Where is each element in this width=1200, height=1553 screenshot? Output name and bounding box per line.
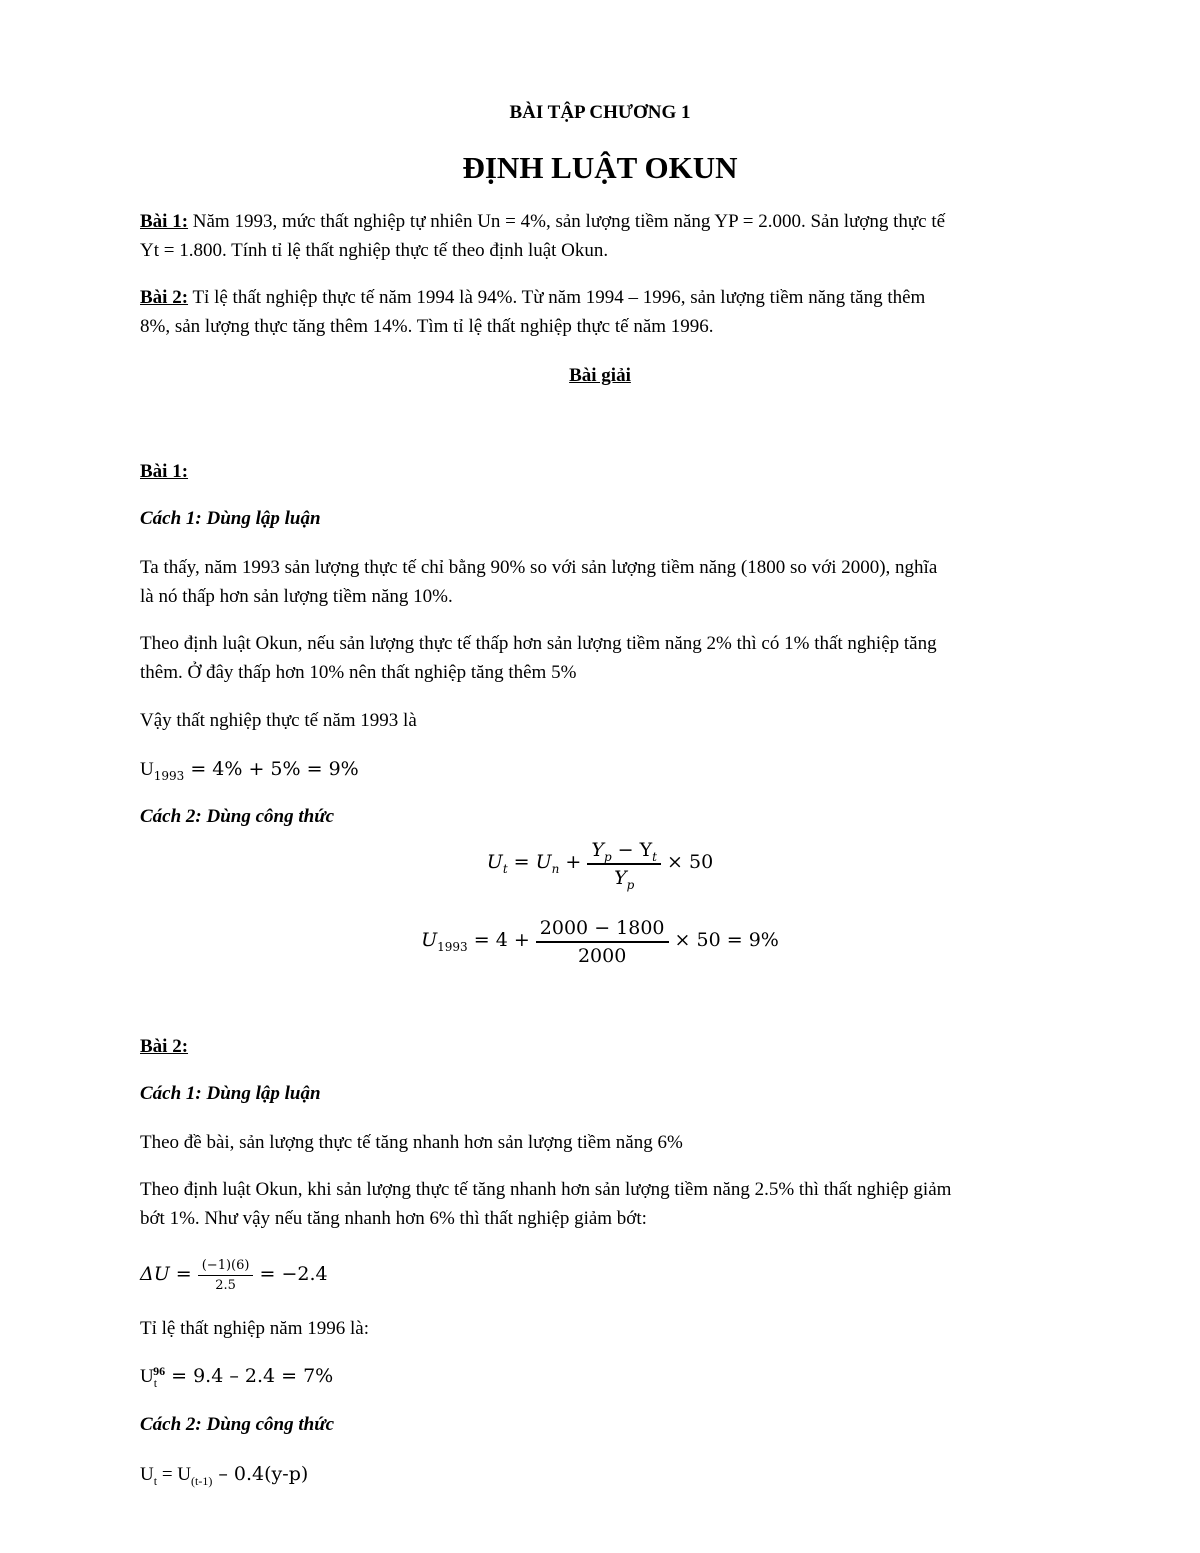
problem-1-text-1: Năm 1993, mức thất nghiệp tự nhiên Un = 4%, sản lượng tiềm năng YP = 2.000. Sản lượng thực tế (188, 211, 946, 232)
delta-u-rhs: = −2.4 (253, 1263, 328, 1285)
delta-u-denominator: 2.5 (215, 1278, 236, 1294)
f-sub: t (153, 1473, 158, 1488)
u96-rest: = 9.4 – 2.4 = 7% (165, 1365, 334, 1387)
problem-2-label: Bài 2: (140, 287, 189, 308)
solution-2-formula (140, 1462, 308, 1487)
okun-formula (0, 834, 1200, 890)
solution-1-label: Bài 1: (140, 461, 189, 482)
solution-1-method-1: Cách 1: Dùng lập luận (140, 508, 321, 529)
problem-1-line-2: Yt = 1.800. Tính tỉ lệ thất nghiệp thực tế theo định luật Okun. (140, 240, 609, 261)
calc-u: U (421, 929, 438, 951)
result-var: U (140, 759, 154, 780)
document-heading: ĐỊNH LUẬT OKUN (462, 150, 738, 185)
problem-1-line-1 (140, 210, 945, 234)
solution-2-para-1: Theo đề bài, sản lượng thực tế tăng nhanh hơn sản lượng tiềm năng 6% (140, 1132, 683, 1153)
problem-2-line-1 (140, 286, 925, 310)
delta-u-lhs: ΔU = (140, 1263, 198, 1285)
result-sub: 1993 (153, 768, 185, 783)
result-rest: = 4% + 5% = 9% (184, 758, 359, 780)
calc-denominator: 2000 (577, 944, 627, 967)
solution-1-para-2-line-2: thêm. Ở đây thấp hơn 10% nên thất nghiệp tăng thêm 5% (140, 662, 577, 683)
formula-fraction (587, 838, 661, 890)
u96-var: U (140, 1366, 154, 1387)
u96-sup: 96 (153, 1363, 166, 1378)
formula-un: U (535, 851, 552, 873)
solution-heading: Bài giải (569, 365, 631, 386)
f-u: U (140, 1464, 154, 1485)
f-rest: – 0.4(y-p) (212, 1463, 309, 1485)
solution-2-para-3: Tỉ lệ thất nghiệp năm 1996 là: (140, 1318, 370, 1339)
delta-u-equation (140, 1252, 328, 1296)
solution-2-label: Bài 2: (140, 1036, 189, 1057)
formula-denominator: $Y_p$ (614, 866, 635, 892)
solution-2-para-2-line-1: Theo định luật Okun, khi sản lượng thực tế tăng nhanh hơn sản lượng tiềm năng 2.5% thì thất nghiệp giảm (140, 1179, 952, 1200)
okun-calculation (0, 912, 1200, 968)
u96-sub: t (153, 1375, 158, 1390)
problem-2-line-2: 8%, sản lượng thực tăng thêm 14%. Tìm tỉ lệ thất nghiệp thực tế năm 1996. (140, 316, 714, 337)
calc-sub: 1993 (437, 939, 468, 954)
solution-1-para-1-line-1: Ta thấy, năm 1993 sản lượng thực tế chỉ bằng 90% so với sản lượng tiềm năng (1800 so với 2000), nghĩa (140, 557, 938, 578)
solution-2-method-1: Cách 1: Dùng lập luận (140, 1083, 321, 1104)
problem-1-label: Bài 1: (140, 211, 189, 232)
calc-fraction (536, 916, 669, 968)
solution-1-method-2: Cách 2: Dùng công thức (140, 806, 335, 827)
formula-ut-sub: t (502, 861, 508, 876)
calc-numerator: 2000 − 1800 (536, 916, 669, 943)
f-mid: = U (157, 1464, 192, 1485)
solution-1-result (140, 757, 359, 782)
solution-2-result (140, 1364, 333, 1389)
formula-eq: = (507, 851, 536, 873)
delta-u-numerator: (−1)(6) (198, 1257, 254, 1276)
calc-mid: = 4 + (467, 929, 536, 951)
formula-un-sub: n (551, 861, 560, 876)
formula-ut: U (486, 851, 503, 873)
document-title: BÀI TẬP CHƯƠNG 1 (509, 102, 691, 123)
solution-1-para-1-line-2: là nó thấp hơn sản lượng tiềm năng 10%. (140, 586, 453, 607)
delta-u-fraction (198, 1257, 254, 1294)
formula-numerator: $Y_p - Y_t$ (587, 838, 661, 865)
f-sub2: (t-1) (191, 1473, 213, 1488)
problem-2-text-1: Tỉ lệ thất nghiệp thực tế năm 1994 là 94%. Từ năm 1994 – 1996, sản lượng tiềm năng tăng thêm (188, 287, 926, 308)
calc-tail: × 50 = 9% (668, 929, 779, 951)
formula-tail: × 50 (661, 851, 714, 873)
solution-2-para-2-line-2: bớt 1%. Như vậy nếu tăng nhanh hơn 6% thì thất nghiệp giảm bớt: (140, 1208, 647, 1229)
solution-1-para-2-line-1: Theo định luật Okun, nếu sản lượng thực tế thấp hơn sản lượng tiềm năng 2% thì có 1% thất nghiệp tăng (140, 633, 937, 654)
formula-plus: + (559, 851, 588, 873)
solution-2-method-2: Cách 2: Dùng công thức (140, 1414, 335, 1435)
solution-1-para-3: Vậy thất nghiệp thực tế năm 1993 là (140, 710, 417, 731)
